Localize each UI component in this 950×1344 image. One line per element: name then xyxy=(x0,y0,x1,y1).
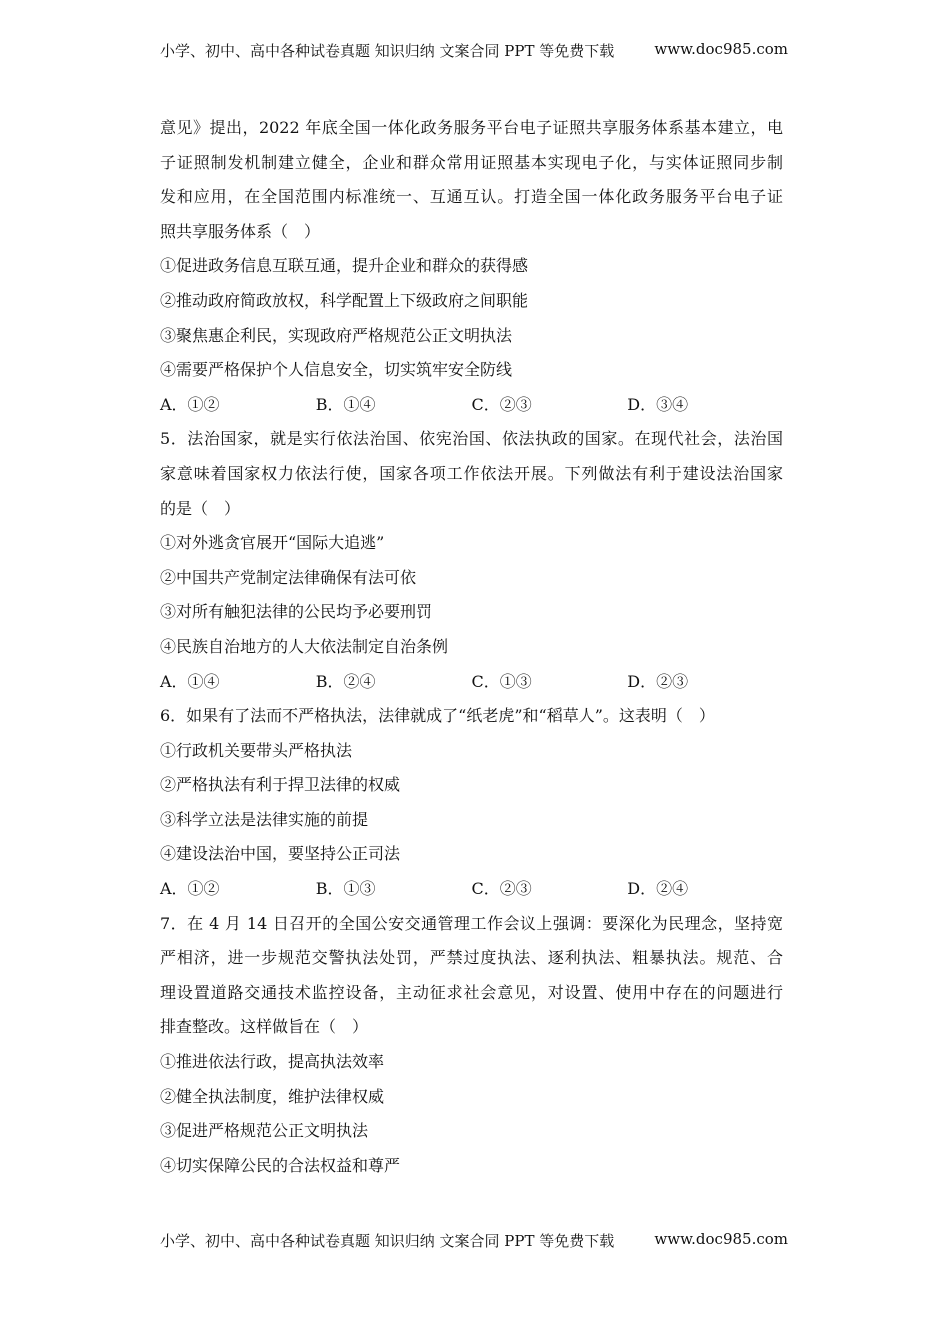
statement-item: ②中国共产党制定法律确保有法可依 xyxy=(160,567,417,587)
statement-item: ③科学立法是法律实施的前提 xyxy=(160,809,369,829)
statement-item: ③聚焦惠企利民，实现政府严格规范公正文明执法 xyxy=(160,325,513,345)
statement-item: ③对所有触犯法律的公民均予必要刑罚 xyxy=(160,602,433,622)
footer-url: www.doc985.com xyxy=(654,1230,788,1248)
question-stem-line: 5．法治国家，就是实行依法治国、依宪治国、依法执政的国家。在现代社会，法治国 xyxy=(160,429,783,449)
answer-option: B．②④ xyxy=(315,671,376,691)
question-stem-line: 发和应用，在全国范围内标准统一、互通互认。打造全国一体化政务服务平台电子证 xyxy=(160,187,783,207)
statement-item: ①推进依法行政，提高执法效率 xyxy=(160,1052,385,1072)
statement-item: ②严格执法有利于捍卫法律的权威 xyxy=(160,775,401,795)
header-text: 小学、初中、高中各种试卷真题 知识归纳 文案合同 PPT 等免费下载 xyxy=(160,42,615,60)
answer-option: C．①③ xyxy=(471,671,532,691)
answer-option: B．①④ xyxy=(315,394,376,414)
answer-option: C．②③ xyxy=(471,394,532,414)
question-stem-line: 6．如果有了法而不严格执法，法律就成了“纸老虎”和“稻草人”。这表明（ ） xyxy=(160,706,715,726)
header-url: www.doc985.com xyxy=(654,40,788,58)
footer-text: 小学、初中、高中各种试卷真题 知识归纳 文案合同 PPT 等免费下载 xyxy=(160,1232,615,1250)
question-stem-line: 意见》提出，2022 年底全国一体化政务服务平台电子证照共享服务体系基本建立，电 xyxy=(160,118,783,137)
question-stem-line: 照共享服务体系（ ） xyxy=(160,221,321,241)
statement-item: ①促进政务信息互联互通，提升企业和群众的获得感 xyxy=(160,256,529,276)
answer-option: D．②④ xyxy=(627,879,689,899)
page-header xyxy=(160,40,788,61)
answer-option: D．③④ xyxy=(627,394,689,414)
answer-option: A．①④ xyxy=(160,671,220,691)
question-stem-line: 家意味着国家权力依法行使，国家各项工作依法开展。下列做法有利于建设法治国家 xyxy=(160,463,783,483)
statement-item: ④建设法治中国，要坚持公正司法 xyxy=(160,844,401,864)
statement-item: ④切实保障公民的合法权益和尊严 xyxy=(160,1155,401,1175)
statement-item: ③促进严格规范公正文明执法 xyxy=(160,1121,369,1141)
answer-option: D．②③ xyxy=(627,671,689,691)
document-body xyxy=(160,111,783,1183)
statement-item: ①对外逃贪官展开“国际大追逃” xyxy=(160,533,385,553)
question-stem-line: 的是（ ） xyxy=(160,498,241,518)
answer-options xyxy=(160,388,783,423)
question-stem-line: 理设置道路交通技术监控设备，主动征求社会意见，对设置、使用中存在的问题进行 xyxy=(160,982,783,1002)
question-stem-line: 子证照制发机制建立健全，企业和群众常用证照基本实现电子化，与实体证照同步制 xyxy=(160,152,783,172)
answer-option: B．①③ xyxy=(315,879,376,899)
statement-item: ①行政机关要带头严格执法 xyxy=(160,740,353,760)
statement-item: ④民族自治地方的人大依法制定自治条例 xyxy=(160,636,449,656)
answer-option: A．①② xyxy=(160,879,220,899)
statement-item: ④需要严格保护个人信息安全，切实筑牢安全防线 xyxy=(160,360,513,380)
page-footer xyxy=(160,1230,788,1251)
answer-option: A．①② xyxy=(160,394,220,414)
statement-item: ②推动政府简政放权，科学配置上下级政府之间职能 xyxy=(160,290,529,310)
answer-option: C．②③ xyxy=(471,879,532,899)
statement-item: ②健全执法制度，维护法律权威 xyxy=(160,1086,385,1106)
question-stem-line: 严相济，进一步规范交警执法处罚，严禁过度执法、逐利执法、粗暴执法。规范、合 xyxy=(160,948,783,968)
question-stem-line: 排查整改。这样做旨在（ ） xyxy=(160,1017,369,1037)
question-stem-line: 7．在 4 月 14 日召开的全国公安交通管理工作会议上强调：要深化为民理念，坚持宽 xyxy=(160,913,783,933)
answer-options xyxy=(160,665,783,700)
answer-options xyxy=(160,872,783,907)
